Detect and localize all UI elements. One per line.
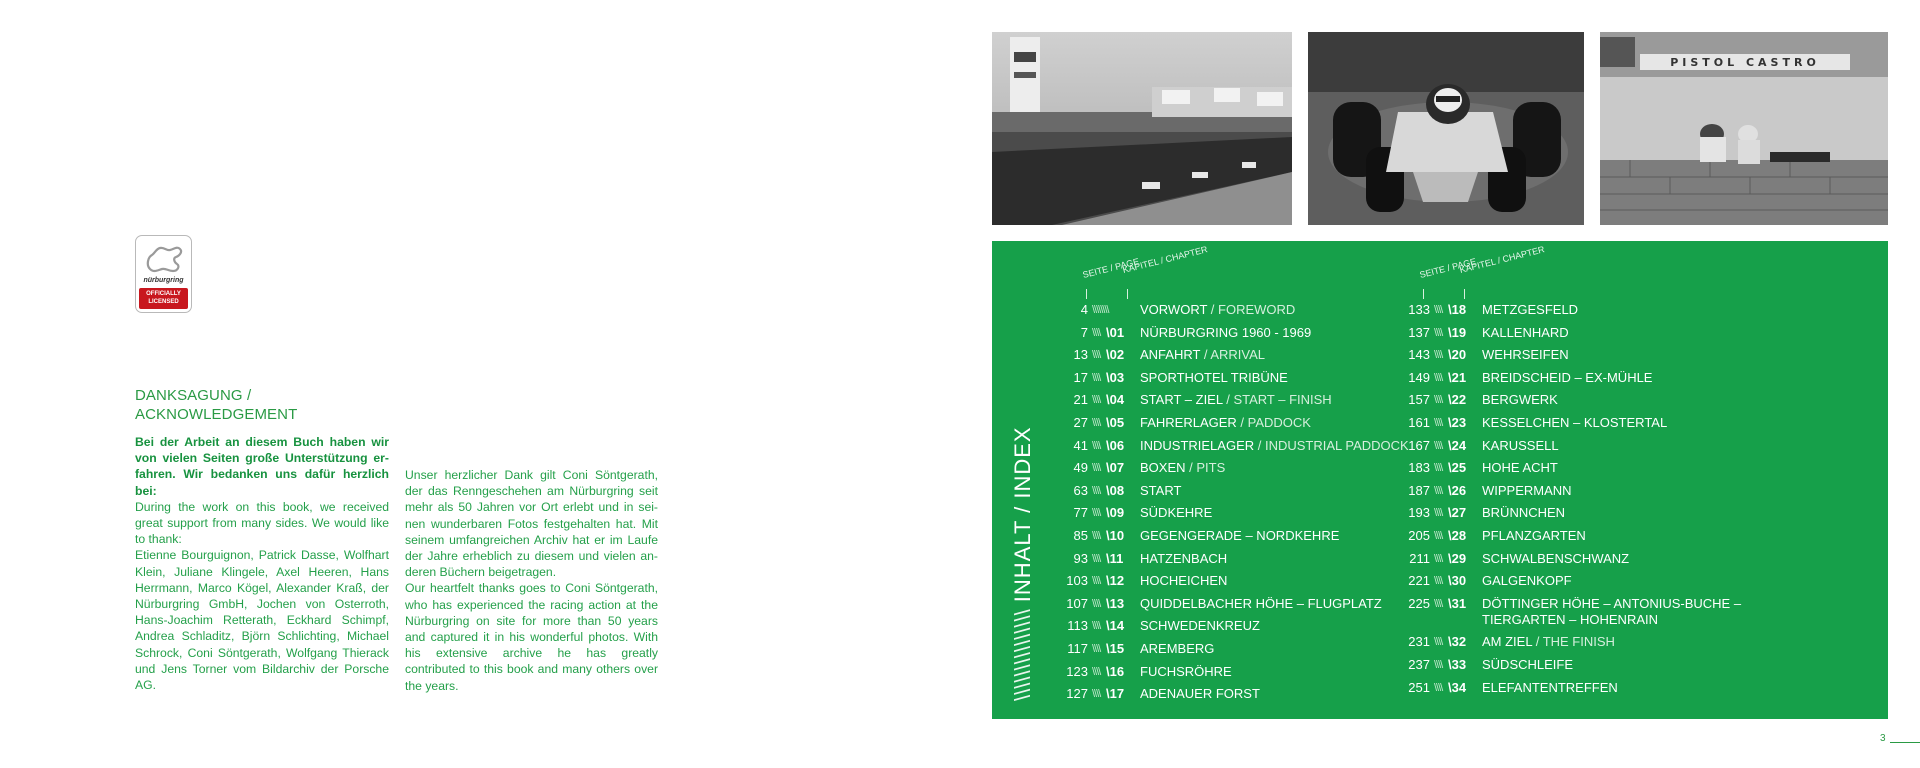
entry-slashes: \\\\ xyxy=(1434,462,1443,475)
entry-page-number: 13 xyxy=(1073,347,1088,363)
entry-page-number: 41 xyxy=(1073,437,1088,453)
entry-chapter-number: \30 xyxy=(1448,573,1467,589)
header-tick xyxy=(1086,289,1087,299)
heading-line-1: DANKSAGUNG / xyxy=(135,387,252,404)
photo-sign-text: PISTOL CASTRO xyxy=(1670,56,1820,69)
entry-slashes: \\\\ xyxy=(1434,597,1443,610)
heading-line-2: ACKNOWLEDGEMENT xyxy=(135,406,298,423)
entry-page-number: 93 xyxy=(1073,550,1088,566)
entry-slashes: \\\\ xyxy=(1434,575,1443,588)
entry-page-number: 117 xyxy=(1067,641,1088,656)
entry-slashes: \\\\ xyxy=(1092,643,1101,655)
entry-title-en: / INDUSTRIAL PADDOCK xyxy=(1254,437,1409,453)
entry-page-number: 63 xyxy=(1073,482,1088,498)
entry-chapter-number: \23 xyxy=(1448,415,1467,430)
photo-grandstand xyxy=(992,32,1292,225)
entry-page-number: 183 xyxy=(1408,460,1430,476)
entry-title-de: ANFAHRT xyxy=(1140,347,1201,363)
german-thanks-text: Unser herzlicher Dank gilt Coni Söntgerath, der das Renngeschehen am Nürburgring seit mehr als 50 Jahren vor Ort erlebt und in sei-nen wunderbaren Fotos festgehalten hat. Mit seinem umfangreichen Archiv hat er im Laufe der Jahre erheblich zu diesem und vielen an-deren Büchern beigetragen. xyxy=(405,468,658,580)
entry-title-en: / THE FINISH xyxy=(1532,634,1615,650)
entry-title xyxy=(1140,436,1409,456)
entry-title-de: BERGWERK xyxy=(1482,392,1558,408)
acknowledgement-column-1 xyxy=(135,434,389,693)
entry-title-de: SPORTHOTEL TRIBÜNE xyxy=(1140,369,1288,385)
header-chapter-right: KAPITEL / CHAPTER xyxy=(1458,244,1546,275)
header-tick xyxy=(1127,289,1128,299)
entry-page-number: 161 xyxy=(1408,415,1430,430)
entry-chapter-number: \26 xyxy=(1448,482,1467,498)
entry-title-line-2: TIERGARTEN – HOHENRAIN xyxy=(1482,611,1659,627)
entry-slashes: \\\\ xyxy=(1434,484,1443,497)
entry-title-de: START – ZIEL xyxy=(1140,392,1223,408)
entry-title-de: HATZENBACH xyxy=(1140,550,1228,566)
licensed-badge xyxy=(139,288,188,309)
entry-slashes: \\\\ xyxy=(1434,394,1443,407)
page-number-rule xyxy=(1890,742,1920,743)
entry-slashes: \\\\ xyxy=(1434,530,1443,542)
entry-slashes: \\\\ xyxy=(1434,659,1443,671)
entry-title-en: / ARRIVAL xyxy=(1200,347,1265,363)
entry-title-de: AM ZIEL xyxy=(1482,634,1533,650)
entry-slashes: \\\\\\\\ xyxy=(1092,304,1109,316)
entry-slashes: \\\\ xyxy=(1434,681,1443,694)
entry-slashes: \\\\ xyxy=(1092,439,1101,452)
entry-slashes: \\\\ xyxy=(1092,394,1101,407)
entry-page-number: 4 xyxy=(1080,302,1088,317)
entry-page-number: 113 xyxy=(1067,618,1088,634)
entry-page-number: 167 xyxy=(1408,437,1430,453)
entry-title xyxy=(1140,390,1332,410)
entry-page-number: 237 xyxy=(1408,657,1430,672)
entry-title-en: / FOREWORD xyxy=(1207,302,1296,317)
entry-slashes: \\\\ xyxy=(1434,349,1443,362)
entry-page-number: 211 xyxy=(1409,550,1430,566)
entry-chapter-number: \33 xyxy=(1448,657,1467,672)
entry-chapter-number: \24 xyxy=(1448,437,1467,453)
entry-page-number: 49 xyxy=(1073,460,1088,476)
entry-chapter-number: \11 xyxy=(1106,550,1124,566)
entry-slashes: \\\\ xyxy=(1092,462,1101,475)
entry-slashes: \\\\ xyxy=(1092,326,1101,339)
page-number: 3 xyxy=(1880,733,1886,744)
entry-page-number: 251 xyxy=(1408,679,1430,695)
entry-chapter-number: \04 xyxy=(1106,392,1125,408)
entry-chapter-number: \05 xyxy=(1106,415,1125,430)
entry-title xyxy=(1482,300,1578,320)
badge-line-1: OFFICIALLY xyxy=(146,291,181,297)
entry-chapter-number: \03 xyxy=(1106,369,1125,385)
entry-title-de: PFLANZGARTEN xyxy=(1482,528,1586,543)
entry-title xyxy=(1482,323,1569,343)
entry-title xyxy=(1140,323,1311,343)
entry-title-de: KESSELCHEN – KLOSTERTAL xyxy=(1482,415,1668,430)
entry-page-number: 193 xyxy=(1408,505,1430,521)
entry-title-de: HOCHEICHEN xyxy=(1140,573,1228,589)
entry-title-de: KARUSSELL xyxy=(1482,437,1559,453)
entry-title-de: BOXEN xyxy=(1140,460,1186,476)
header-tick xyxy=(1464,289,1465,299)
header-chapter-left: KAPITEL / CHAPTER xyxy=(1121,244,1209,275)
entry-slashes: \\\\ xyxy=(1434,439,1443,452)
entry-title-de: KALLENHARD xyxy=(1482,324,1569,340)
entry-title-de: HOHE ACHT xyxy=(1482,460,1558,476)
entry-title xyxy=(1482,571,1572,591)
entry-chapter-number: \20 xyxy=(1448,347,1467,363)
entry-chapter-number: \07 xyxy=(1106,460,1125,476)
entry-title xyxy=(1482,368,1652,388)
entry-page-number: 21 xyxy=(1073,392,1088,408)
entry-slashes: \\\\ xyxy=(1434,326,1443,339)
entry-title xyxy=(1482,549,1629,569)
entry-chapter-number: \16 xyxy=(1106,663,1125,679)
entry-slashes: \\\\ xyxy=(1092,530,1101,542)
entry-page-number: 225 xyxy=(1408,595,1430,611)
entry-page-number: 103 xyxy=(1066,573,1088,589)
entry-page-number: 221 xyxy=(1408,573,1430,589)
index-title-slashes: \\\\\\\\\\\\\\\ xyxy=(1010,609,1035,701)
entry-title-de: NÜRBURGRING 1960 - 1969 xyxy=(1140,324,1312,340)
english-intro-text: During the work on this book, we received great support from many sides. We would like to thank: xyxy=(135,499,389,547)
entry-slashes: \\\\ xyxy=(1092,597,1101,610)
entry-title xyxy=(1482,678,1618,698)
entry-title xyxy=(1482,526,1586,546)
entry-title xyxy=(1140,526,1339,546)
entry-slashes: \\\\ xyxy=(1434,636,1443,649)
header-tick xyxy=(1423,289,1424,299)
index-title-text: INHALT / INDEX xyxy=(1010,426,1035,603)
entry-slashes: \\\\ xyxy=(1092,575,1101,588)
entry-title xyxy=(1482,345,1569,365)
index-title xyxy=(1010,426,1036,701)
entry-slashes: \\\\ xyxy=(1434,417,1443,429)
entry-title xyxy=(1140,413,1311,433)
thanks-names-text: Etienne Bourguignon, Patrick Dasse, Wolfhart Klein, Juliane Klingele, Axel Heeren, Hans Herrmann, Marco Kögel, Alexander Kraß, der Nürburgring GmbH, Jochen von Osterroth, Hans-Joachim Retterath, Eckhard Schimpf, Andrea Schladitz, Björn Schlichting, Michael Schrock, Coni Söntgerath, Wolfgang Thierack und Jens Torner vom Bildarchiv der Porsche AG. xyxy=(135,548,389,693)
entry-title-de: SCHWEDENKREUZ xyxy=(1140,618,1260,634)
entry-title-de: METZGESFELD xyxy=(1482,302,1579,317)
entry-chapter-number: \22 xyxy=(1448,392,1467,408)
entry-title-de: VORWORT xyxy=(1140,302,1208,317)
entry-title xyxy=(1140,300,1295,320)
entry-slashes: \\\\ xyxy=(1092,620,1101,633)
german-intro-text: Bei der Arbeit an diesem Buch haben wir von vielen Seiten große Unterstützung er-fahren. Wir bedanken uns dafür herzlich bei: xyxy=(135,435,389,498)
entry-page-number: 231 xyxy=(1408,634,1430,650)
entry-page-number: 187 xyxy=(1408,482,1430,498)
acknowledgement-heading xyxy=(135,386,395,424)
entry-title-en: / START – FINISH xyxy=(1222,392,1332,408)
entry-title xyxy=(1140,481,1181,501)
entry-chapter-number: \08 xyxy=(1106,482,1125,498)
entry-page-number: 85 xyxy=(1073,528,1088,543)
entry-slashes: \\\\ xyxy=(1092,371,1101,384)
entry-chapter-number: \25 xyxy=(1448,460,1467,476)
entry-page-number: 77 xyxy=(1073,505,1088,521)
entry-title-de: DÖTTINGER HÖHE – ANTONIUS-BUCHE – xyxy=(1482,595,1742,611)
entry-title-de: FUCHSRÖHRE xyxy=(1140,663,1232,679)
entry-page-number: 157 xyxy=(1408,392,1430,408)
badge-line-2: LICENSED xyxy=(148,299,179,305)
entry-title xyxy=(1482,390,1558,410)
entry-title xyxy=(1482,458,1558,478)
entry-chapter-number: \13 xyxy=(1106,595,1125,611)
entry-chapter-number: \10 xyxy=(1106,528,1125,543)
entry-title-en: / PITS xyxy=(1185,460,1226,476)
acknowledgement-column-2 xyxy=(405,467,658,694)
entry-title-de: START xyxy=(1140,482,1182,498)
entry-slashes: \\\\ xyxy=(1434,552,1443,565)
entry-chapter-number: \17 xyxy=(1106,686,1125,702)
entry-page-number: 205 xyxy=(1408,528,1430,543)
entry-title xyxy=(1140,639,1214,659)
entry-page-number: 127 xyxy=(1066,686,1088,702)
entry-title-de: INDUSTRIELAGER xyxy=(1140,437,1255,453)
entry-chapter-number: \28 xyxy=(1448,528,1467,543)
entry-title-de: WIPPERMANN xyxy=(1482,482,1572,498)
logo-brand-text: nürburgring xyxy=(143,277,184,284)
header-page-left: SEITE / PAGE xyxy=(1081,256,1141,280)
entry-title-de: FAHRERLAGER xyxy=(1140,415,1237,430)
entry-chapter-number: \12 xyxy=(1106,573,1125,589)
entry-slashes: \\\\ xyxy=(1092,507,1101,520)
entry-title xyxy=(1482,632,1615,652)
entry-title xyxy=(1140,345,1265,365)
entry-slashes: \\\\ xyxy=(1434,371,1443,384)
entry-page-number: 137 xyxy=(1408,324,1430,340)
entry-slashes: \\\\ xyxy=(1434,507,1443,520)
track-outline-icon xyxy=(142,243,186,277)
entry-chapter-number: \14 xyxy=(1106,618,1125,634)
entry-chapter-number: \31 xyxy=(1448,595,1467,611)
entry-title xyxy=(1140,571,1227,591)
entry-slashes: \\\\ xyxy=(1092,688,1101,701)
entry-title xyxy=(1140,503,1212,523)
entry-page-number: 107 xyxy=(1066,595,1088,611)
entry-title xyxy=(1482,436,1559,456)
entry-title-de: BRÜNNCHEN xyxy=(1482,505,1566,521)
entry-title xyxy=(1482,481,1572,501)
entry-chapter-number: \02 xyxy=(1106,347,1125,363)
photo-spectators-wall xyxy=(1600,32,1888,225)
entry-title-de: ELEFANTENTREFFEN xyxy=(1482,679,1618,695)
entry-title-de: SCHWALBENSCHWANZ xyxy=(1482,550,1630,566)
photo-racing-car xyxy=(1308,32,1584,225)
entry-title xyxy=(1140,662,1232,682)
entry-title-de: GEGENGERADE – NORDKEHRE xyxy=(1140,528,1340,543)
entry-chapter-number: \18 xyxy=(1448,302,1467,317)
entry-slashes: \\\\ xyxy=(1092,417,1101,429)
entry-title-de: GALGENKOPF xyxy=(1482,573,1572,589)
entry-title xyxy=(1482,655,1573,675)
entry-title xyxy=(1140,368,1288,388)
entry-title-de: SÜDKEHRE xyxy=(1140,505,1213,521)
entry-chapter-number: \21 xyxy=(1448,369,1467,385)
entry-title xyxy=(1140,616,1260,636)
entry-slashes: \\\\ xyxy=(1092,665,1101,678)
entry-page-number: 133 xyxy=(1408,302,1430,317)
entry-chapter-number: \32 xyxy=(1448,634,1467,650)
entry-title xyxy=(1140,549,1227,569)
entry-chapter-number: \06 xyxy=(1106,437,1125,453)
entry-title-de: BREIDSCHEID – EX-MÜHLE xyxy=(1482,369,1653,385)
entry-title xyxy=(1482,413,1667,433)
entry-title-de: ADENAUER FORST xyxy=(1140,686,1260,702)
entry-title-de: WEHRSEIFEN xyxy=(1482,347,1569,363)
nurburgring-licensed-logo xyxy=(135,235,192,313)
entry-chapter-number: \01 xyxy=(1106,324,1125,340)
entry-title xyxy=(1482,503,1565,523)
entry-title-de: QUIDDELBACHER HÖHE – FLUGPLATZ xyxy=(1140,595,1382,611)
entry-chapter-number: \15 xyxy=(1106,641,1125,656)
entry-slashes: \\\\ xyxy=(1092,484,1101,497)
entry-page-number: 27 xyxy=(1073,415,1088,430)
entry-page-number: 7 xyxy=(1080,324,1088,340)
entry-title-de: SÜDSCHLEIFE xyxy=(1482,657,1574,672)
entry-page-number: 149 xyxy=(1408,369,1430,385)
entry-title xyxy=(1140,594,1382,614)
entry-title xyxy=(1140,684,1260,704)
entry-page-number: 17 xyxy=(1073,369,1088,385)
english-thanks-text: Our heartfelt thanks goes to Coni Söntgerath, who has experienced the racing action at the Nürburgring on site for more than 50 years and captured it in his wonderful photos. With his extensive archive he has greatly contributed to this book and many others over the years. xyxy=(405,581,658,693)
entry-title xyxy=(1140,458,1225,478)
entry-slashes: \\\\ xyxy=(1092,552,1101,565)
entry-slashes: \\\\ xyxy=(1434,304,1443,316)
entry-chapter-number: \09 xyxy=(1106,505,1125,521)
entry-title-en: / PADDOCK xyxy=(1236,415,1311,430)
entry-slashes: \\\\ xyxy=(1092,349,1101,362)
entry-page-number: 123 xyxy=(1066,663,1088,679)
entry-page-number: 143 xyxy=(1408,347,1430,363)
entry-chapter-number: \27 xyxy=(1448,505,1467,521)
entry-chapter-number: \19 xyxy=(1448,324,1467,340)
header-page-right: SEITE / PAGE xyxy=(1418,256,1478,280)
entry-chapter-number: \34 xyxy=(1448,679,1467,695)
entry-title-de: AREMBERG xyxy=(1140,641,1215,656)
entry-chapter-number: \29 xyxy=(1448,550,1467,566)
